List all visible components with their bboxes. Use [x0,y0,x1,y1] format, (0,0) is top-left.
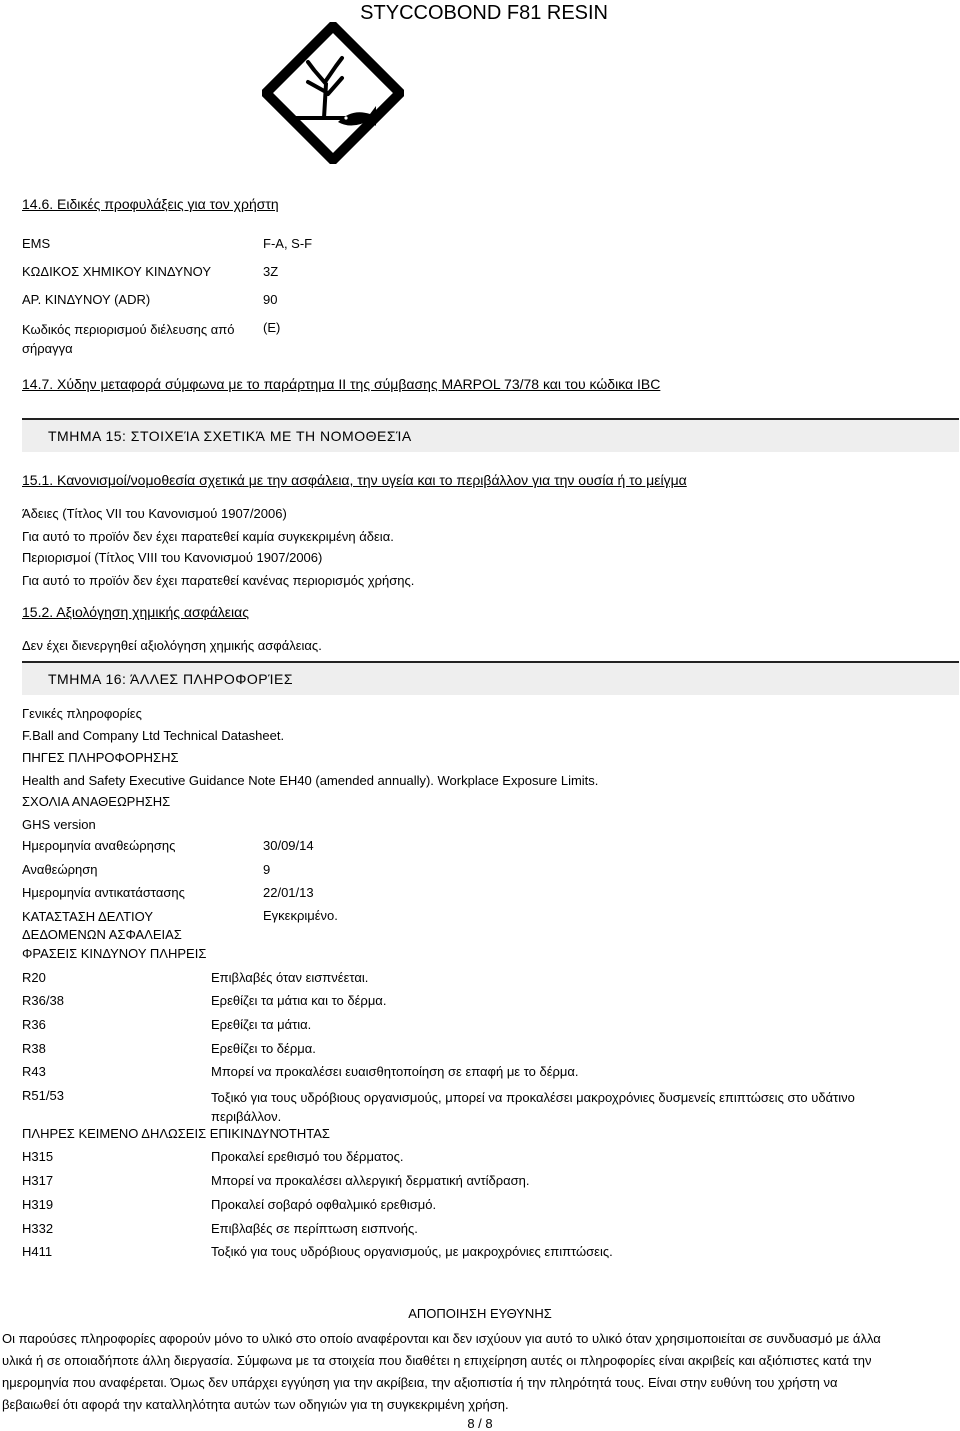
h-statement-code: H315 [22,1149,54,1164]
r-phrase-code: R36 [22,1017,46,1032]
section-15-1-heading: 15.1. Κανονισμοί/νομοθεσία σχετικά με την ασφάλεια, την υγεία και το περιβάλλον για την ουσία ή το μείγμα [22,472,687,488]
hazchem-value: 3Z [263,264,279,279]
general-info-title: Γενικές πληροφορίες [22,706,142,721]
r-phrase-text: Μπορεί να προκαλέσει ευαισθητοποίηση σε επαφή με το δέρμα. [211,1064,579,1079]
r-phrase-code: R36/38 [22,993,64,1008]
revision-date-value: 30/09/14 [263,838,314,853]
section-14-6-heading: 14.6. Ειδικές προφυλάξεις για τον χρήστη [22,196,279,212]
section-15-2-heading: 15.2. Αξιολόγηση χημικής ασφάλειας [22,604,250,620]
r-phrase-text: Ερεθίζει τα μάτια και το δέρμα. [211,993,387,1008]
ems-value: F-A, S-F [263,236,313,251]
authorisations-title: Άδειες (Τίτλος VII του Κανονισμού 1907/2006) [22,506,287,521]
hazchem-label: ΚΩΔΙΚΟΣ ΧΗΜΙΚΟΥ ΚΙΝΔΥΝΟΥ [22,264,212,279]
revision-comments-text: GHS version [22,817,96,832]
tunnel-code-label: Κωδικός περιορισμού διέλευσης από σήραγγα [22,322,235,356]
r-phrase-text: Ερεθίζει το δέρμα. [211,1041,316,1056]
sds-status-value: Εγκεκριμένο. [263,908,338,923]
h-statement-text: Μπορεί να προκαλέσει αλλεργική δερματική αντίδραση. [211,1173,530,1188]
sds-status-label: ΚΑΤΑΣΤΑΣΗ ΔΕΛΤΙΟΥ ΔΕΔΟΜΕΝΩΝ ΑΣΦΑΛΕΙΑΣ [22,909,182,942]
r-phrase-code: R43 [22,1064,46,1079]
revision-date-label: Ημερομηνία αναθεώρησης [22,838,176,853]
section-16-title: ΤΜΗΜΑ 16: ΆΛΛΕΣ ΠΛΗΡΟΦΟΡΊΕΣ [48,671,294,687]
supersedes-date-value: 22/01/13 [263,885,314,900]
revision-label: Αναθεώρηση [22,862,98,877]
h-statement-code: H319 [22,1197,54,1212]
restrictions-title: Περιορισμοί (Τίτλος VIII του Κανονισμού 1907/2006) [22,550,323,565]
general-info-text: F.Ball and Company Ltd Technical Datasheet. [22,728,285,743]
chemical-safety-text: Δεν έχει διενεργηθεί αξιολόγηση χημικής ασφάλειας. [22,638,322,653]
h-statement-code: H317 [22,1173,54,1188]
sources-text: Health and Safety Executive Guidance Note EH40 (amended annually). Workplace Exposure Limits. [22,773,599,788]
disclaimer-title: ΑΠΟΠΟΙΗΣΗ ΕΥΘΥΝΗΣ [408,1306,552,1321]
h-statement-text: Προκαλεί ερεθισμό του δέρματος. [211,1149,404,1164]
adr-value: 90 [263,292,278,307]
r-phrase-code: R20 [22,970,46,985]
revision-value: 9 [263,862,271,877]
disclaimer-line: Οι παρούσες πληροφορίες αφορούν μόνο το υλικό στο οποίο αναφέρονται και δεν ισχύουν για αυτό το υλικό όταν χρησιμοποιείται σε συνδυασμό με άλλα [2,1331,881,1346]
disclaimer-line: ημερομηνία που αναφέρεται. Όμως δεν υπάρχει εγγύηση για την ακρίβεια, την αξιοπιστία ή την πληρότητά τους. Είναι στην ευθύνη του χρήστη να [2,1375,838,1390]
h-statement-text: Τοξικό για τους υδρόβιους οργανισμούς, με μακροχρόνιες επιπτώσεις. [211,1244,613,1259]
disclaimer-line: υλικά ή σε οποιαδήποτε άλλη διεργασία. Σύμφωνα με τα στοιχεία που διαθέτει η επιχείρηση αυτές οι πληροφορίες είναι ακριβείς και αξιόπιστες κατά την [2,1353,872,1368]
revision-comments-title: ΣΧΟΛΙΑ ΑΝΑΘΕΩΡΗΣΗΣ [22,794,171,809]
section-14-7-heading: 14.7. Χύδην μεταφορά σύμφωνα με το παράρτημα II της σύμβασης MARPOL 73/78 και του κώδικα IBC [22,376,661,392]
supersedes-date-label: Ημερομηνία αντικατάστασης [22,885,185,900]
section-15-title: ΤΜΗΜΑ 15: ΣΤΟΙΧΕΊΑ ΣΧΕΤΙΚΆ ΜΕ ΤΗ ΝΟΜΟΘΕΣΊΑ [48,428,412,444]
h-statement-code: H332 [22,1221,54,1236]
environment-hazard-icon [262,22,404,164]
r-phrase-code: R51/53 [22,1088,64,1103]
hazard-statements-title: ΠΛΗΡΕΣ ΚΕΙΜΕΝΟ ΔΗΛΩΣΕΙΣ ΕΠΙΚΙΝΔΥΝΌΤΗΤΑΣ [22,1126,330,1141]
risk-phrases-title: ΦΡΑΣΕΙΣ ΚΙΝΔΥΝΟΥ ΠΛΗΡΕΙΣ [22,946,207,961]
tunnel-code-value: (E) [263,320,281,335]
r-phrase-text: Ερεθίζει τα μάτια. [211,1017,312,1032]
disclaimer-line: βεβαιωθεί ότι αφορά την καταλληλότητα αυτών των οδηγιών για τη συγκεκριμένη χρήση. [2,1397,509,1412]
authorisations-text: Για αυτό το προϊόν δεν έχει παρατεθεί καμία συγκεκριμένη άδεια. [22,529,394,544]
ems-label: EMS [22,236,51,251]
section-15-bar [22,418,959,452]
sources-title: ΠΗΓΕΣ ΠΛΗΡΟΦΟΡΗΣΗΣ [22,750,179,765]
page-number: 8 / 8 [467,1416,493,1431]
r-phrase-code: R38 [22,1041,46,1056]
h-statement-text: Επιβλαβές σε περίπτωση εισπνοής. [211,1221,418,1236]
adr-label: ΑΡ. ΚΙΝΔΥΝΟΥ (ADR) [22,292,151,307]
section-16-bar [22,661,959,695]
h-statement-code: H411 [22,1244,53,1259]
restrictions-text: Για αυτό το προϊόν δεν έχει παρατεθεί κανένας περιορισμός χρήσης. [22,573,415,588]
r-phrase-text: Τοξικό για τους υδρόβιους οργανισμούς, μπορεί να προκαλέσει μακροχρόνιες δυσμενείς επιπτώσεις στο υδάτινο περιβάλλον. [211,1090,855,1124]
r-phrase-text: Επιβλαβές όταν εισπνέεται. [211,970,369,985]
h-statement-text: Προκαλεί σοβαρό οφθαλμικό ερεθισμό. [211,1197,437,1212]
document-title: STYCCOBOND F81 RESIN [360,2,608,24]
